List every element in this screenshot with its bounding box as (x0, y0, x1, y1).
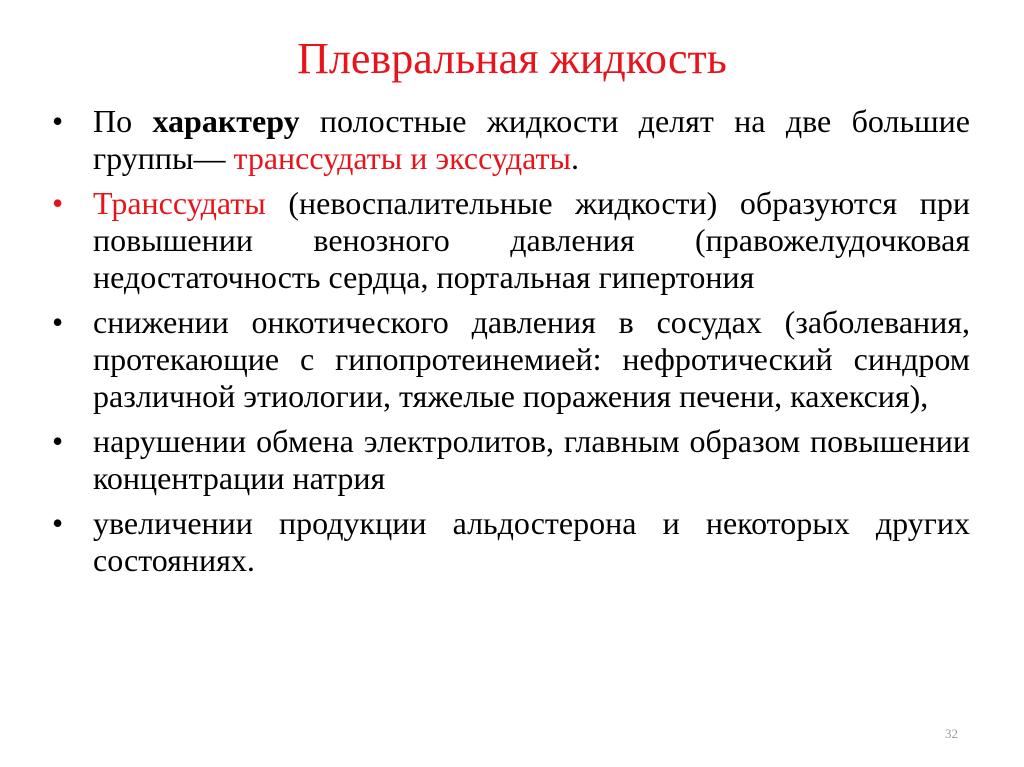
list-item (52, 423, 970, 497)
text-segment: По (93, 103, 153, 139)
text-segment: полостные жидкости делят на две большие группы— (93, 103, 971, 176)
page-number: 32 (945, 726, 958, 741)
slide-title: Плевральная жидкость (297, 34, 727, 83)
list-item (52, 304, 970, 415)
list-item (52, 505, 970, 579)
list-item (52, 185, 970, 296)
highlight-text: Транссудаты (93, 185, 266, 221)
highlight-text: транссудаты и экссудаты (233, 140, 571, 176)
bullet-list (52, 103, 970, 587)
bullet-marker: • (52, 185, 64, 221)
bullet-marker: • (52, 505, 64, 541)
text-segment: снижении онкотического давления в сосудах (заболевания, протекающие с гипопротеинемией: нефротический синдром различной этиологии, тяжелые поражения печени, кахексия), (93, 304, 970, 414)
bullet-marker: • (52, 423, 64, 459)
list-item (52, 103, 970, 177)
text-segment: увеличении продукции альдостерона и некоторых других состояниях. (93, 505, 970, 578)
bullet-marker: • (52, 103, 64, 139)
emphasis-text: характеру (152, 103, 300, 139)
text-segment: (невоспалительные жидкости) образуются при повышении венозного давления (правожелудочковая недостаточность сердца, портальная гипертония (93, 185, 970, 295)
text-segment: . (570, 140, 579, 176)
text-segment: нарушении обмена электролитов, главным образом повышении концентрации натрия (93, 423, 970, 496)
bullet-marker: • (52, 304, 64, 340)
